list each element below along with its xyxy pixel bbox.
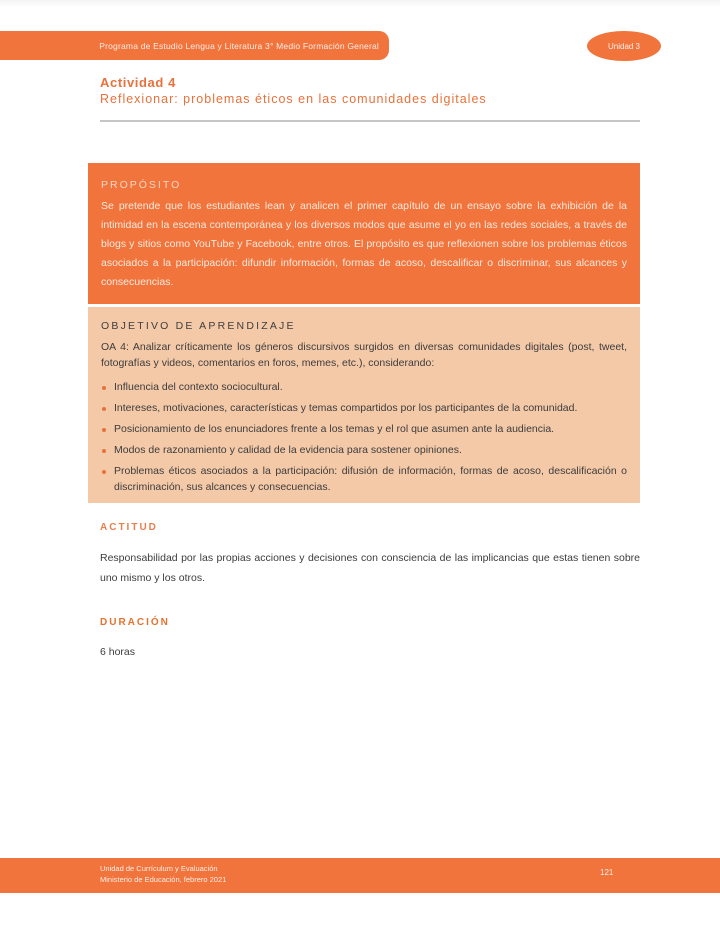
activity-title: Actividad 4: [100, 75, 176, 90]
objetivo-intro: OA 4: Analizar críticamente los géneros discursivos surgidos en diversas comunidades digitales (post, tweet, fotografías y videos, comentarios en foros, memes, etc.), considerando:: [101, 341, 627, 369]
proposito-box: [88, 163, 640, 304]
page-number: 121: [600, 868, 614, 877]
title-divider: [100, 120, 640, 122]
footer-credits: [100, 863, 226, 885]
proposito-body: Se pretende que los estudiantes lean y analicen el primer capítulo de un ensayo sobre la exhibición de la intimidad en la escena contemporánea y los diversos modos que asume el yo en las redes sociales, a través de blogs y sitios como YouTube y Facebook, entre otros. El propósito es que reflexionen sobre los problemas éticos asociados a la participación: difundir información, formas de acoso, descalificar o discriminar, sus alcances y consecuencias.: [101, 200, 627, 288]
unit-badge: [587, 31, 661, 61]
header-program-title: Programa de Estudio Lengua y Literatura 3° Medio Formación General: [99, 40, 379, 51]
footer-bar: [0, 858, 720, 893]
duracion-heading: DURACIÓN: [100, 617, 170, 628]
objetivo-bullet: Influencia del contexto sociocultural.: [101, 380, 627, 396]
header-bar: [0, 31, 389, 60]
footer-line1: Unidad de Currículum y Evaluación: [100, 864, 218, 873]
objetivo-bullet: Modos de razonamiento y calidad de la evidencia para sostener opiniones.: [101, 443, 627, 459]
objetivo-bullet-list: [101, 380, 627, 495]
objetivo-bullet: Problemas éticos asociados a la participación: difusión de información, formas de acoso, descalificación o discriminación, sus alcances y consecuencias.: [101, 464, 627, 495]
objetivo-bullet: Posicionamiento de los enunciadores frente a los temas y el rol que asumen ante la audiencia.: [101, 422, 627, 438]
unit-badge-label: Unidad 3: [607, 41, 641, 51]
actitud-heading: ACTITUD: [100, 522, 158, 533]
objetivo-bullet: Intereses, motivaciones, características y temas compartidos por los participantes de la comunidad.: [101, 401, 627, 417]
objetivo-box: [88, 307, 640, 503]
activity-subtitle: Reflexionar: problemas éticos en las comunidades digitales: [100, 92, 487, 106]
actitud-body: Responsabilidad por las propias acciones y decisiones con consciencia de las implicancias que estas tienen sobre uno mismo y los otros.: [100, 552, 640, 584]
footer-line2: Ministerio de Educación, febrero 2021: [100, 875, 227, 884]
page-top-edge: [0, 0, 720, 7]
proposito-heading: PROPÓSITO: [101, 179, 182, 191]
duracion-value: 6 horas: [100, 646, 136, 658]
objetivo-heading: OBJETIVO DE APRENDIZAJE: [101, 320, 296, 332]
